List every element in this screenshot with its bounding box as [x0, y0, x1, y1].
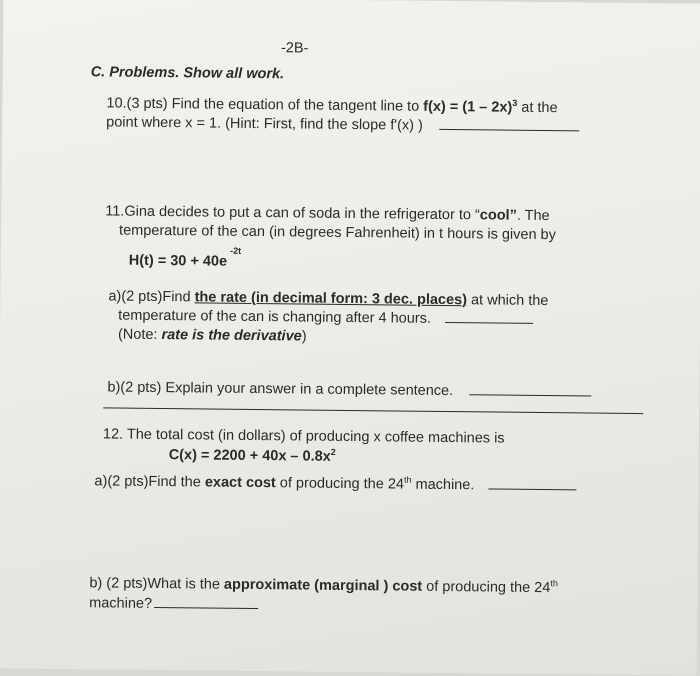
- q11a-answer-blank[interactable]: [445, 310, 533, 324]
- section-title: C. Problems. Show all work.: [90, 64, 285, 83]
- q10-line1-end: at the: [517, 99, 558, 117]
- q12b-sup: th: [550, 578, 558, 589]
- q11b-line: [107, 378, 591, 401]
- q11a-note-open: (Note:: [117, 326, 162, 344]
- q12a-sup: th: [403, 474, 412, 485]
- q11a-note-close: ): [301, 328, 307, 345]
- q12b-line1: [89, 574, 558, 597]
- q12-line1: 12. The total cost (in dollars) of producing x coffee machines is: [102, 426, 505, 447]
- q11a-note-italic: rate is the derivative: [161, 327, 302, 345]
- q12b-answer-blank[interactable]: [154, 595, 258, 609]
- q12b-machine: machine?: [89, 595, 153, 612]
- page-number: -2B-: [280, 40, 309, 57]
- q10-function: f(x) = (1 – 2x): [423, 98, 513, 116]
- q12-formula-exponent: 2: [330, 446, 336, 458]
- q12a-mid: of producing the 24: [275, 475, 405, 493]
- q11b-answer-blank[interactable]: [469, 382, 591, 396]
- q11a-line2-text: temperature of the can is changing after 4 hours.: [118, 307, 432, 327]
- q11-formula-exponent: -2t: [230, 245, 242, 257]
- q12a-end: machine.: [411, 476, 475, 494]
- q10-hint-text: point where x = 1. (Hint: First, find the slope f'(x) ): [106, 114, 423, 134]
- q10-line1-text: 10.(3 pts) Find the equation of the tangent line to: [106, 95, 424, 115]
- q10-answer-blank[interactable]: [439, 117, 579, 131]
- q12-formula: [169, 446, 336, 466]
- q12a-answer-blank[interactable]: [488, 476, 576, 490]
- q12a-line: [94, 472, 576, 495]
- q11-cool-word: cool”: [479, 207, 517, 224]
- q12-formula-text: C(x) = 2200 + 40x – 0.8x: [168, 447, 331, 465]
- q11-line1-text: 11.Gina decides to put a can of soda in the refrigerator to “: [105, 203, 480, 224]
- q11a-rate-emphasis: the rate (in decimal form: 3 dec. places): [194, 289, 468, 309]
- q11-line2: temperature of the can (in degrees Fahrenheit) in t hours is given by: [119, 222, 557, 244]
- q10-exponent: 3: [512, 97, 518, 108]
- q12b-line2: [89, 594, 258, 614]
- q12b-approx-cost: approximate (marginal ) cost: [223, 576, 423, 595]
- q11-formula: [128, 245, 242, 271]
- q10-line2: [106, 113, 579, 136]
- q11b-text: b)(2 pts) Explain your answer in a complete sentence.: [107, 379, 454, 400]
- q12a-exact-cost: exact cost: [204, 474, 276, 492]
- section-divider: [103, 407, 643, 414]
- q12b-mid: of producing the 24: [422, 578, 551, 597]
- q11-line1-end: . The: [516, 207, 550, 225]
- q11a-label: a)(2 pts)Find: [108, 288, 195, 306]
- q11a-note: [118, 326, 307, 346]
- q12a-label: a)(2 pts)Find the: [94, 473, 205, 491]
- q11-formula-text: H(t) = 30 + 40e: [128, 252, 228, 270]
- q12b-label: b) (2 pts)What is the: [89, 575, 225, 593]
- q11a-line1-end: at which the: [466, 292, 549, 310]
